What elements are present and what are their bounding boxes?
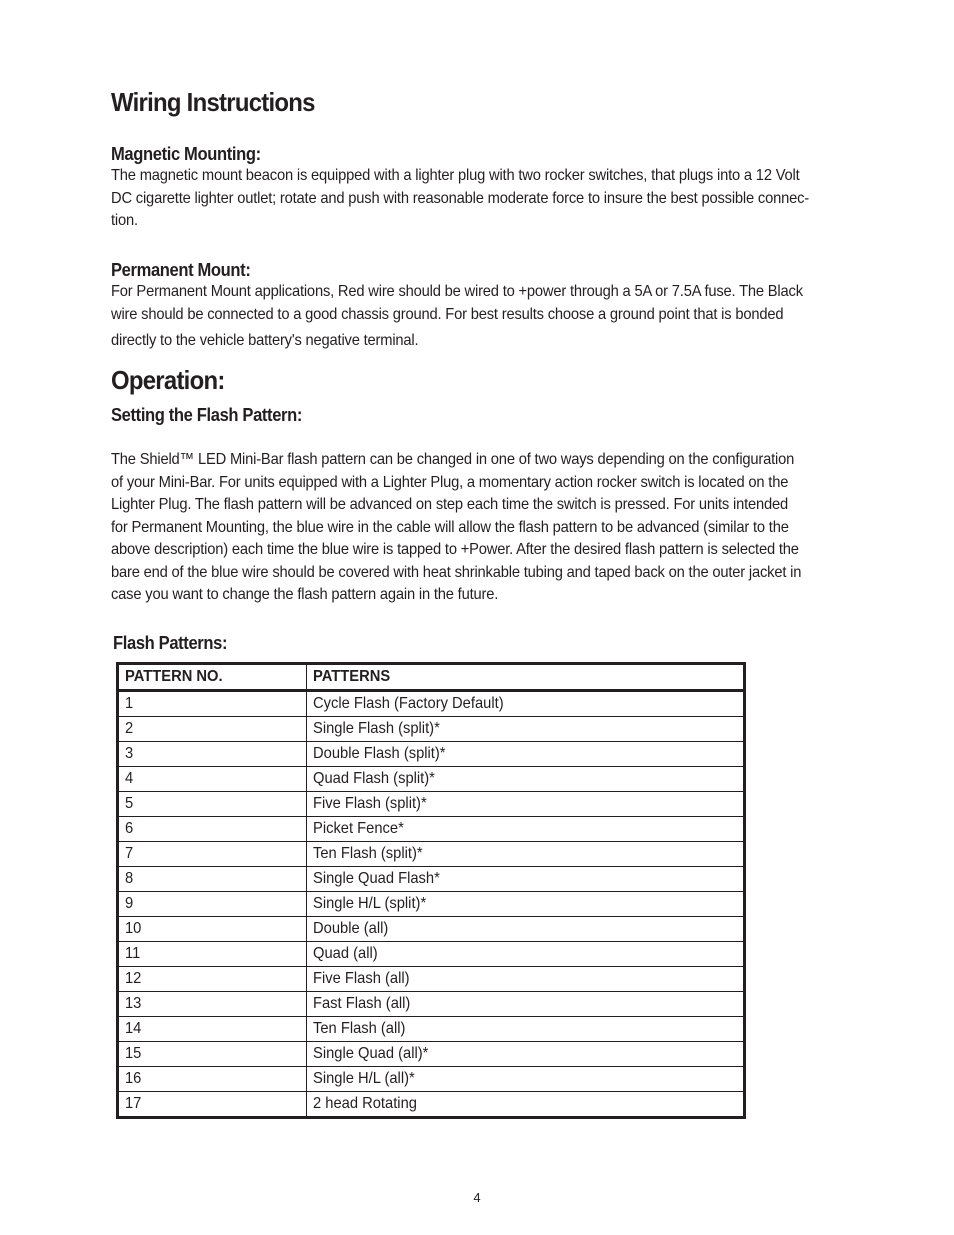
pattern-number-cell: 4 [118,767,307,792]
table-row [118,691,745,717]
table-row [118,817,745,842]
table-row [118,967,745,992]
magnetic-mounting-paragraph [111,165,858,233]
table-row [118,1092,745,1118]
paragraph-line: wire should be connected to a good chassis ground. For best results choose a ground point that is bonded [111,305,784,323]
paragraph-line: tion. [111,212,138,229]
paragraph-line: The magnetic mount beacon is equipped with a lighter plug with two rocker switches, that plugs into a 12 Volt [111,167,800,184]
paragraph-line: bare end of the blue wire should be covered with heat shrinkable tubing and taped back on the outer jacket in [111,563,802,581]
pattern-number-cell: 2 [118,717,307,742]
paragraph-line: for Permanent Mounting, the blue wire in the cable will allow the flash pattern to be advanced (similar to the [111,518,789,536]
pattern-name-cell: Ten Flash (all) [307,1017,745,1042]
table-row [118,717,745,742]
pattern-name-cell: Five Flash (all) [307,967,745,992]
pattern-name-cell: Double Flash (split)* [307,742,745,767]
pattern-number-cell: 7 [118,842,307,867]
pattern-name-cell: Single Flash (split)* [307,717,745,742]
magnetic-mounting-heading: Magnetic Mounting: [111,144,261,164]
pattern-name-cell: Cycle Flash (Factory Default) [307,691,745,717]
pattern-name-cell: Quad (all) [307,942,745,967]
table-row [118,917,745,942]
paragraph-line: case you want to change the flash pattern again in the future. [111,586,499,603]
table-row [118,1042,745,1067]
pattern-number-cell: 9 [118,892,307,917]
page-title: Wiring Instructions [111,87,315,117]
paragraph-line: The Shield™ LED Mini-Bar flash pattern can be changed in one of two ways depending on the configuration [111,451,795,468]
pattern-name-cell: Ten Flash (split)* [307,842,745,867]
table-row [118,992,745,1017]
pattern-number-cell: 16 [118,1067,307,1092]
pattern-name-cell: Fast Flash (all) [307,992,745,1017]
table-row [118,1017,745,1042]
pattern-number-cell: 1 [118,691,307,717]
pattern-number-cell: 8 [118,867,307,892]
pattern-name-cell: Five Flash (split)* [307,792,745,817]
pattern-number-cell: 3 [118,742,307,767]
table-row [118,942,745,967]
pattern-number-cell: 5 [118,792,307,817]
pattern-name-cell: Single Quad Flash* [307,867,745,892]
table-row [118,842,745,867]
pattern-number-cell: 15 [118,1042,307,1067]
paragraph-line: Lighter Plug. The flash pattern will be advanced on step each time the switch is pressed. For units intended [111,496,789,513]
flash-pattern-subheading: Setting the Flash Pattern: [111,405,303,425]
pattern-name-cell: Single H/L (all)* [307,1067,745,1092]
pattern-number-cell: 6 [118,817,307,842]
flash-patterns-heading: Flash Patterns: [113,633,228,653]
pattern-number-cell: 17 [118,1092,307,1118]
table-row [118,892,745,917]
table-row [118,867,745,892]
table-row [118,792,745,817]
paragraph-line: DC cigarette lighter outlet; rotate and push with reasonable moderate force to insure the best possible connec- [111,189,810,207]
operation-paragraph [111,449,858,607]
pattern-number-cell: 10 [118,917,307,942]
table-row [118,742,745,767]
paragraph-line: directly to the vehicle battery's negative terminal. [111,332,419,349]
pattern-number-cell: 14 [118,1017,307,1042]
pattern-name-cell: Double (all) [307,917,745,942]
permanent-mount-paragraph [111,281,858,353]
pattern-name-cell: 2 head Rotating [307,1092,745,1118]
pattern-name-cell: Quad Flash (split)* [307,767,745,792]
pattern-number-cell: 11 [118,942,307,967]
pattern-name-cell: Picket Fence* [307,817,745,842]
pattern-number-cell: 12 [118,967,307,992]
paragraph-line: above description) each time the blue wire is tapped to +Power. After the desired flash pattern is selected the [111,541,799,558]
column-header-pattern-no: PATTERN NO. [118,664,307,691]
pattern-name-cell: Single Quad (all)* [307,1042,745,1067]
paragraph-line: For Permanent Mount applications, Red wire should be wired to +power through a 5A or 7.5A fuse. The Black [111,283,803,300]
column-header-patterns: PATTERNS [307,664,745,691]
table-row [118,1067,745,1092]
pattern-number-cell: 13 [118,992,307,1017]
pattern-name-cell: Single H/L (split)* [307,892,745,917]
permanent-mount-heading: Permanent Mount: [111,260,251,280]
operation-heading: Operation: [111,365,225,395]
table-header-row [118,664,745,691]
table-row [118,767,745,792]
flash-patterns-table [116,662,746,1119]
page-number: 4 [473,1190,481,1205]
paragraph-line: of your Mini-Bar. For units equipped with a Lighter Plug, a momentary action rocker switch is located on the [111,473,789,491]
